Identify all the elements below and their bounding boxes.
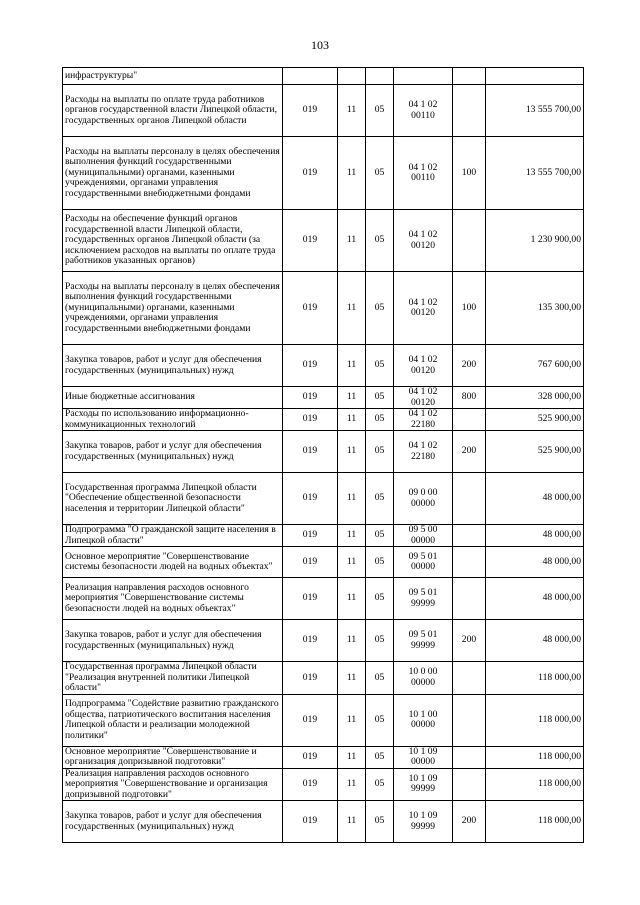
expense-name-cell: Государственная программа Липецкой области "Реализация внутренней политики Липецкой области" xyxy=(63,662,283,695)
expense-type-cell xyxy=(453,85,486,137)
expense-type-cell: 800 xyxy=(453,387,486,409)
target-article-cell xyxy=(394,547,453,578)
subsection-cell: 05 xyxy=(366,272,394,345)
target-article-line: 04 1 02 xyxy=(408,440,438,451)
subsection-cell xyxy=(366,68,394,85)
table-row xyxy=(63,409,584,431)
table-row xyxy=(63,547,584,578)
expense-name-cell: Реализация направления расходов основного мероприятия "Совершенствование системы безопасности людей на водных объектах" xyxy=(63,578,283,620)
subsection-cell: 05 xyxy=(366,662,394,695)
section-cell: 11 xyxy=(338,801,366,843)
table-row xyxy=(63,801,584,843)
table-row xyxy=(63,620,584,662)
target-article-line: 04 1 02 xyxy=(408,229,438,240)
amount-cell: 118 000,00 xyxy=(486,746,584,768)
subsection-cell: 05 xyxy=(366,431,394,473)
amount-cell: 118 000,00 xyxy=(486,662,584,695)
target-article-line: 99999 xyxy=(411,597,435,609)
target-article-line: 99999 xyxy=(411,820,435,832)
target-article-cell xyxy=(394,662,453,695)
target-article-line: 10 1 09 xyxy=(408,810,438,821)
amount-cell: 118 000,00 xyxy=(486,694,584,746)
target-article-line: 99999 xyxy=(411,639,435,651)
target-article-cell xyxy=(394,746,453,768)
subsection-cell: 05 xyxy=(366,801,394,843)
ministry-code-cell: 019 xyxy=(283,85,338,137)
budget-table xyxy=(62,67,584,843)
target-article-line: 00120 xyxy=(411,396,435,408)
expense-name-cell: Закупка товаров, работ и услуг для обеспечения государственных (муниципальных) нужд xyxy=(63,801,283,843)
target-article-line: 04 1 02 xyxy=(408,99,438,110)
section-cell: 11 xyxy=(338,210,366,272)
amount-cell: 525 900,00 xyxy=(486,431,584,473)
section-cell: 11 xyxy=(338,272,366,345)
ministry-code-cell: 019 xyxy=(283,272,338,345)
expense-name-cell: Государственная программа Липецкой области "Обеспечение общественной безопасности населения и территории Липецкой области" xyxy=(63,473,283,525)
section-cell: 11 xyxy=(338,85,366,137)
target-article-line: 00000 xyxy=(411,561,435,572)
expense-type-cell: 200 xyxy=(453,801,486,843)
amount-cell: 13 555 700,00 xyxy=(486,137,584,210)
expense-name-cell: инфраструктуры" xyxy=(63,68,283,85)
expense-name-cell: Расходы на выплаты персоналу в целях обеспечения выполнения функций государственными (муниципальными) органами, казенными учреждениями, органами управления государственными внебюджетными фондами xyxy=(63,137,283,210)
ministry-code-cell xyxy=(283,68,338,85)
section-cell: 11 xyxy=(338,387,366,409)
expense-type-cell: 200 xyxy=(453,345,486,387)
target-article-line: 09 5 01 xyxy=(408,629,438,640)
section-cell: 11 xyxy=(338,525,366,547)
expense-name-cell: Расходы по использованию информационно-коммуникационных технологий xyxy=(63,409,283,431)
target-article-cell xyxy=(394,578,453,620)
target-article-cell xyxy=(394,345,453,387)
amount-cell: 118 000,00 xyxy=(486,768,584,801)
ministry-code-cell: 019 xyxy=(283,525,338,547)
expense-name-cell: Закупка товаров, работ и услуг для обеспечения государственных (муниципальных) нужд xyxy=(63,620,283,662)
amount-cell: 118 000,00 xyxy=(486,801,584,843)
expense-name-cell: Основное мероприятие "Совершенствование и организация допризывной подготовки" xyxy=(63,746,283,768)
table-row xyxy=(63,85,584,137)
expense-type-cell xyxy=(453,578,486,620)
ministry-code-cell: 019 xyxy=(283,694,338,746)
expense-type-cell xyxy=(453,473,486,525)
target-article-cell xyxy=(394,387,453,409)
target-article-cell xyxy=(394,85,453,137)
target-article-line: 00110 xyxy=(411,109,435,121)
target-article-line: 00120 xyxy=(411,239,435,251)
table-row xyxy=(63,768,584,801)
ministry-code-cell: 019 xyxy=(283,547,338,578)
expense-type-cell xyxy=(453,525,486,547)
expense-type-cell xyxy=(453,409,486,431)
amount-cell: 1 230 900,00 xyxy=(486,210,584,272)
table-row xyxy=(63,137,584,210)
expense-type-cell xyxy=(453,694,486,746)
target-article-cell xyxy=(394,525,453,547)
target-article-line: 00000 xyxy=(411,534,435,546)
section-cell: 11 xyxy=(338,620,366,662)
amount-cell: 48 000,00 xyxy=(486,547,584,578)
subsection-cell: 05 xyxy=(366,547,394,578)
subsection-cell: 05 xyxy=(366,694,394,746)
target-article-cell xyxy=(394,694,453,746)
amount-cell: 48 000,00 xyxy=(486,473,584,525)
expense-name-cell: Расходы на обеспечение функций органов государственной власти Липецкой области, государственных органов Липецкой области (за исключением расходов на выплаты по оплате труда работников указанных органов) xyxy=(63,210,283,272)
expense-type-cell xyxy=(453,210,486,272)
target-article-cell xyxy=(394,272,453,345)
target-article-line: 99999 xyxy=(411,783,435,795)
ministry-code-cell: 019 xyxy=(283,746,338,768)
target-article-line: 00120 xyxy=(411,364,435,376)
target-article-line: 09 5 01 xyxy=(408,550,438,562)
section-cell: 11 xyxy=(338,409,366,431)
section-cell: 11 xyxy=(338,137,366,210)
target-article-cell xyxy=(394,431,453,473)
target-article-cell xyxy=(394,620,453,662)
ministry-code-cell: 019 xyxy=(283,801,338,843)
section-cell: 11 xyxy=(338,662,366,695)
table-row xyxy=(63,662,584,695)
expense-type-cell xyxy=(453,662,486,695)
target-article-line: 09 0 00 xyxy=(408,487,438,498)
table-row xyxy=(63,694,584,746)
target-article-line: 04 1 02 xyxy=(408,161,438,173)
amount-cell: 13 555 700,00 xyxy=(486,85,584,137)
ministry-code-cell: 019 xyxy=(283,210,338,272)
target-article-line: 10 1 09 xyxy=(408,772,438,784)
ministry-code-cell: 019 xyxy=(283,768,338,801)
ministry-code-cell: 019 xyxy=(283,409,338,431)
page-number: 103 xyxy=(311,38,329,52)
subsection-cell: 05 xyxy=(366,473,394,525)
expense-name-cell: Закупка товаров, работ и услуг для обеспечения государственных (муниципальных) нужд xyxy=(63,431,283,473)
table-row xyxy=(63,746,584,768)
expense-name-cell: Реализация направления расходов основного мероприятия "Совершенствование и организация допризывной подготовки" xyxy=(63,768,283,801)
target-article-line: 00120 xyxy=(411,307,435,318)
target-article-line: 04 1 02 xyxy=(408,386,438,397)
table-row xyxy=(63,210,584,272)
ministry-code-cell: 019 xyxy=(283,662,338,695)
amount-cell: 135 300,00 xyxy=(486,272,584,345)
target-article-line: 09 5 01 xyxy=(408,587,438,598)
target-article-cell xyxy=(394,68,453,85)
subsection-cell: 05 xyxy=(366,345,394,387)
target-article-line: 10 1 00 xyxy=(408,708,438,720)
ministry-code-cell: 019 xyxy=(283,578,338,620)
table-row xyxy=(63,68,584,85)
expense-name-cell: Расходы на выплаты по оплате труда работников органов государственной власти Липецкой области, государственных органов Липецкой области xyxy=(63,85,283,137)
target-article-line: 04 1 02 xyxy=(408,354,438,365)
section-cell: 11 xyxy=(338,547,366,578)
target-article-line: 09 5 00 xyxy=(408,524,438,535)
table-body xyxy=(63,68,584,843)
ministry-code-cell: 019 xyxy=(283,387,338,409)
section-cell: 11 xyxy=(338,431,366,473)
target-article-cell xyxy=(394,409,453,431)
section-cell: 11 xyxy=(338,768,366,801)
section-cell: 11 xyxy=(338,694,366,746)
section-cell xyxy=(338,68,366,85)
ministry-code-cell: 019 xyxy=(283,473,338,525)
ministry-code-cell: 019 xyxy=(283,431,338,473)
expense-name-cell: Иные бюджетные ассигнования xyxy=(63,387,283,409)
target-article-cell xyxy=(394,137,453,210)
table-row xyxy=(63,578,584,620)
ministry-code-cell: 019 xyxy=(283,345,338,387)
subsection-cell: 05 xyxy=(366,85,394,137)
target-article-line: 22180 xyxy=(411,450,435,462)
target-article-line: 22180 xyxy=(411,418,435,430)
expense-type-cell xyxy=(453,68,486,85)
subsection-cell: 05 xyxy=(366,210,394,272)
ministry-code-cell: 019 xyxy=(283,137,338,210)
amount-cell: 48 000,00 xyxy=(486,578,584,620)
expense-name-cell: Подпрограмма "О гражданской защите населения в Липецкой области" xyxy=(63,525,283,547)
target-article-line: 04 1 02 xyxy=(408,296,438,308)
section-cell: 11 xyxy=(338,746,366,768)
subsection-cell: 05 xyxy=(366,409,394,431)
subsection-cell: 05 xyxy=(366,620,394,662)
expense-type-cell xyxy=(453,768,486,801)
subsection-cell: 05 xyxy=(366,578,394,620)
target-article-line: 10 0 00 xyxy=(408,666,438,678)
expense-type-cell: 100 xyxy=(453,272,486,345)
expense-type-cell: 200 xyxy=(453,431,486,473)
expense-type-cell: 200 xyxy=(453,620,486,662)
expense-type-cell xyxy=(453,547,486,578)
subsection-cell: 05 xyxy=(366,525,394,547)
amount-cell: 328 000,00 xyxy=(486,387,584,409)
expense-name-cell: Подпрограмма "Содействие развитию гражданского общества, патриотического воспитания населения Липецкой области и реализации молодежной политики" xyxy=(63,694,283,746)
target-article-cell xyxy=(394,801,453,843)
table-row xyxy=(63,272,584,345)
subsection-cell: 05 xyxy=(366,387,394,409)
amount-cell xyxy=(486,68,584,85)
target-article-cell xyxy=(394,768,453,801)
subsection-cell: 05 xyxy=(366,746,394,768)
table-row xyxy=(63,345,584,387)
target-article-line: 04 1 02 xyxy=(408,408,438,419)
table-row xyxy=(63,525,584,547)
section-cell: 11 xyxy=(338,345,366,387)
target-article-cell xyxy=(394,473,453,525)
subsection-cell: 05 xyxy=(366,768,394,801)
ministry-code-cell: 019 xyxy=(283,620,338,662)
amount-cell: 767 600,00 xyxy=(486,345,584,387)
amount-cell: 48 000,00 xyxy=(486,525,584,547)
target-article-line: 00110 xyxy=(411,172,435,183)
section-cell: 11 xyxy=(338,473,366,525)
target-article-line: 00000 xyxy=(411,497,435,509)
target-article-line: 00000 xyxy=(411,756,435,767)
target-article-line: 00000 xyxy=(411,676,435,688)
section-cell: 11 xyxy=(338,578,366,620)
expense-type-cell: 100 xyxy=(453,137,486,210)
table-row xyxy=(63,387,584,409)
amount-cell: 48 000,00 xyxy=(486,620,584,662)
expense-name-cell: Основное мероприятие "Совершенствование системы безопасности людей на водных объектах" xyxy=(63,547,283,578)
target-article-line: 00000 xyxy=(411,719,435,730)
expense-type-cell xyxy=(453,746,486,768)
subsection-cell: 05 xyxy=(366,137,394,210)
table-row xyxy=(63,431,584,473)
target-article-line: 10 1 09 xyxy=(408,745,438,757)
expense-name-cell: Закупка товаров, работ и услуг для обеспечения государственных (муниципальных) нужд xyxy=(63,345,283,387)
amount-cell: 525 900,00 xyxy=(486,409,584,431)
expense-name-cell: Расходы на выплаты персоналу в целях обеспечения выполнения функций государственными (муниципальными) органами, казенными учреждениями, органами управления государственными внебюджетными фондами xyxy=(63,272,283,345)
target-article-cell xyxy=(394,210,453,272)
table-row xyxy=(63,473,584,525)
